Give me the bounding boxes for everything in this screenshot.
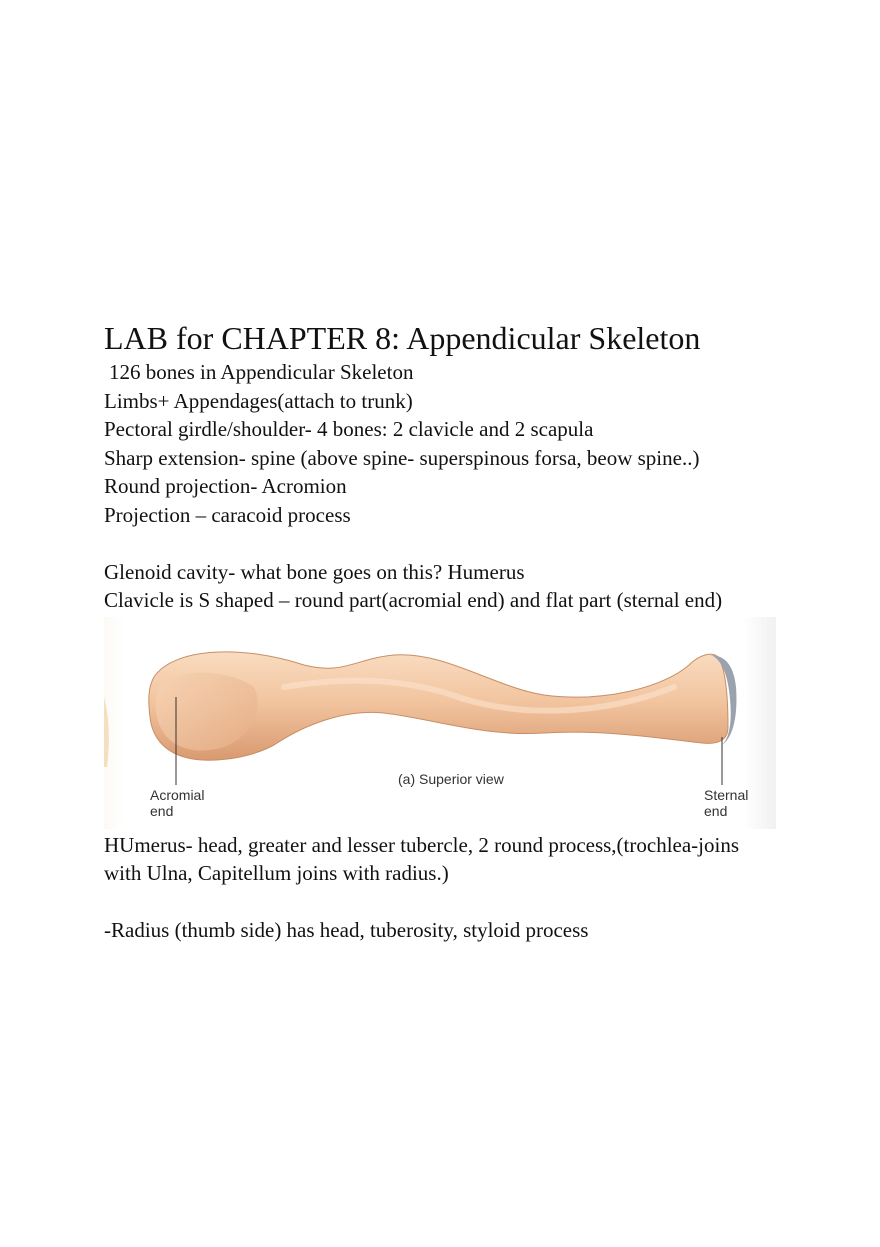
text-line-sharp-extension: Sharp extension- spine (above spine- superspinous forsa, beow spine..) [104, 445, 700, 470]
document-content [104, 318, 776, 945]
text-line-projection: Projection – caracoid process [104, 502, 351, 527]
sternal-end-label: Sternal end [704, 786, 749, 819]
text-line-glenoid: Glenoid cavity- what bone goes on this? Humerus [104, 559, 525, 584]
text-line-round-projection: Round projection- Acromion [104, 474, 347, 498]
text-line-radius: -Radius (thumb side) has head, tuberosity, styloid process [104, 918, 589, 942]
page-title: LAB for CHAPTER 8: Appendicular Skeleton [104, 320, 701, 356]
text-line-pectoral-girdle: Pectoral girdle/shoulder- 4 bones: 2 clavicle and 2 scapula [104, 417, 594, 441]
blank-line [104, 888, 776, 917]
clavicle-figure [104, 617, 776, 829]
blank-line [104, 529, 776, 558]
figure-caption: (a) Superior view [398, 770, 504, 787]
text-line-limbs: Limbs+ Appendages(attach to trunk) [104, 388, 413, 413]
text-line-bone-count: 126 bones in Appendicular Skeleton [109, 360, 414, 384]
text-line-humerus: HUmerus- head, greater and lesser tubercle, 2 round process,(trochlea-joins with Ulna, Capitellum joins with radius.) [104, 832, 740, 885]
acromial-end-label: Acromial end [150, 786, 205, 819]
text-line-clavicle: Clavicle is S shaped – round part(acromial end) and flat part (sternal end) [104, 588, 723, 612]
edge-fragment [104, 697, 109, 767]
